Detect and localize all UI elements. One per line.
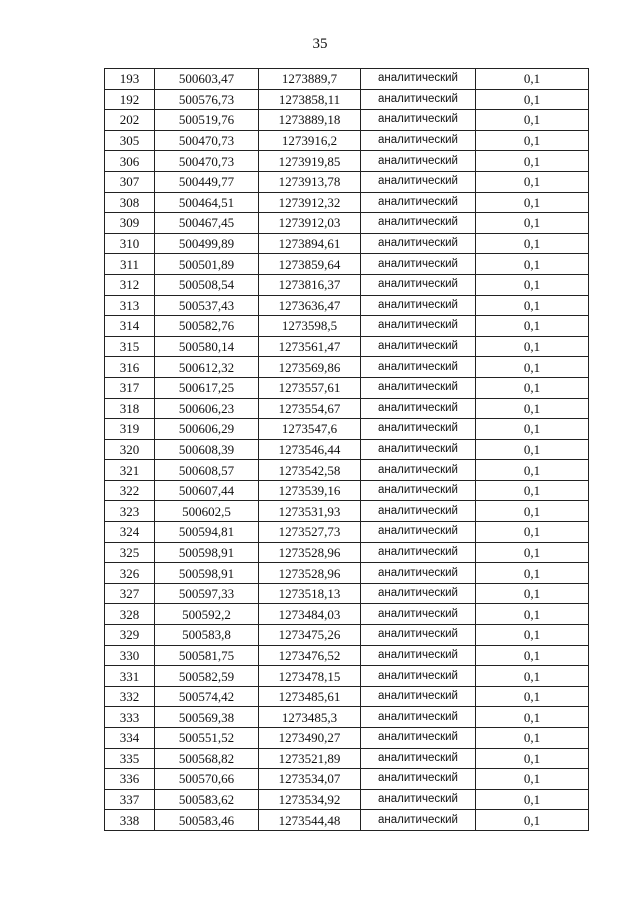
y-coordinate-cell: 1273889,7 <box>259 69 361 90</box>
y-coordinate-cell: 1273916,2 <box>259 130 361 151</box>
y-coordinate-cell: 1273557,61 <box>259 377 361 398</box>
accuracy-cell: 0,1 <box>476 419 589 440</box>
point-number-cell: 307 <box>105 171 155 192</box>
y-coordinate-cell: 1273858,11 <box>259 89 361 110</box>
method-cell: аналитический <box>361 213 476 234</box>
accuracy-cell: 0,1 <box>476 233 589 254</box>
method-cell: аналитический <box>361 707 476 728</box>
method-cell: аналитический <box>361 89 476 110</box>
method-cell: аналитический <box>361 233 476 254</box>
table-row <box>105 316 589 337</box>
point-number-cell: 313 <box>105 295 155 316</box>
table-row <box>105 625 589 646</box>
table-row <box>105 69 589 90</box>
y-coordinate-cell: 1273518,13 <box>259 583 361 604</box>
table-row <box>105 810 589 831</box>
table-row <box>105 728 589 749</box>
method-cell: аналитический <box>361 666 476 687</box>
method-cell: аналитический <box>361 625 476 646</box>
accuracy-cell: 0,1 <box>476 480 589 501</box>
point-number-cell: 326 <box>105 563 155 584</box>
point-number-cell: 312 <box>105 274 155 295</box>
x-coordinate-cell: 500608,39 <box>155 439 259 460</box>
method-cell: аналитический <box>361 728 476 749</box>
point-number-cell: 305 <box>105 130 155 151</box>
point-number-cell: 322 <box>105 480 155 501</box>
y-coordinate-cell: 1273485,3 <box>259 707 361 728</box>
point-number-cell: 308 <box>105 192 155 213</box>
method-cell: аналитический <box>361 789 476 810</box>
method-cell: аналитический <box>361 522 476 543</box>
accuracy-cell: 0,1 <box>476 295 589 316</box>
point-number-cell: 324 <box>105 522 155 543</box>
x-coordinate-cell: 500570,66 <box>155 769 259 790</box>
method-cell: аналитический <box>361 419 476 440</box>
point-number-cell: 202 <box>105 110 155 131</box>
table-row <box>105 563 589 584</box>
y-coordinate-cell: 1273561,47 <box>259 336 361 357</box>
method-cell: аналитический <box>361 316 476 337</box>
accuracy-cell: 0,1 <box>476 604 589 625</box>
table-row <box>105 480 589 501</box>
table-row <box>105 419 589 440</box>
y-coordinate-cell: 1273919,85 <box>259 151 361 172</box>
point-number-cell: 321 <box>105 460 155 481</box>
x-coordinate-cell: 500606,29 <box>155 419 259 440</box>
table-row <box>105 748 589 769</box>
accuracy-cell: 0,1 <box>476 110 589 131</box>
method-cell: аналитический <box>361 357 476 378</box>
accuracy-cell: 0,1 <box>476 769 589 790</box>
method-cell: аналитический <box>361 254 476 275</box>
x-coordinate-cell: 500470,73 <box>155 130 259 151</box>
x-coordinate-cell: 500594,81 <box>155 522 259 543</box>
point-number-cell: 314 <box>105 316 155 337</box>
y-coordinate-cell: 1273859,64 <box>259 254 361 275</box>
x-coordinate-cell: 500576,73 <box>155 89 259 110</box>
point-number-cell: 315 <box>105 336 155 357</box>
x-coordinate-cell: 500597,33 <box>155 583 259 604</box>
point-number-cell: 192 <box>105 89 155 110</box>
method-cell: аналитический <box>361 810 476 831</box>
point-number-cell: 332 <box>105 686 155 707</box>
coordinates-table <box>104 68 589 831</box>
point-number-cell: 335 <box>105 748 155 769</box>
method-cell: аналитический <box>361 769 476 790</box>
x-coordinate-cell: 500602,5 <box>155 501 259 522</box>
table-row <box>105 192 589 213</box>
point-number-cell: 338 <box>105 810 155 831</box>
method-cell: аналитический <box>361 69 476 90</box>
accuracy-cell: 0,1 <box>476 130 589 151</box>
method-cell: аналитический <box>361 480 476 501</box>
x-coordinate-cell: 500603,47 <box>155 69 259 90</box>
y-coordinate-cell: 1273490,27 <box>259 728 361 749</box>
method-cell: аналитический <box>361 645 476 666</box>
table-row <box>105 151 589 172</box>
accuracy-cell: 0,1 <box>476 336 589 357</box>
x-coordinate-cell: 500598,91 <box>155 542 259 563</box>
y-coordinate-cell: 1273894,61 <box>259 233 361 254</box>
accuracy-cell: 0,1 <box>476 357 589 378</box>
point-number-cell: 317 <box>105 377 155 398</box>
accuracy-cell: 0,1 <box>476 666 589 687</box>
y-coordinate-cell: 1273554,67 <box>259 398 361 419</box>
coordinates-table-body <box>105 69 589 831</box>
x-coordinate-cell: 500583,62 <box>155 789 259 810</box>
y-coordinate-cell: 1273484,03 <box>259 604 361 625</box>
point-number-cell: 325 <box>105 542 155 563</box>
accuracy-cell: 0,1 <box>476 316 589 337</box>
y-coordinate-cell: 1273913,78 <box>259 171 361 192</box>
x-coordinate-cell: 500467,45 <box>155 213 259 234</box>
point-number-cell: 323 <box>105 501 155 522</box>
x-coordinate-cell: 500501,89 <box>155 254 259 275</box>
table-row <box>105 130 589 151</box>
x-coordinate-cell: 500519,76 <box>155 110 259 131</box>
method-cell: аналитический <box>361 192 476 213</box>
table-row <box>105 583 589 604</box>
accuracy-cell: 0,1 <box>476 686 589 707</box>
table-row <box>105 254 589 275</box>
table-row <box>105 89 589 110</box>
point-number-cell: 337 <box>105 789 155 810</box>
x-coordinate-cell: 500581,75 <box>155 645 259 666</box>
accuracy-cell: 0,1 <box>476 501 589 522</box>
x-coordinate-cell: 500537,43 <box>155 295 259 316</box>
accuracy-cell: 0,1 <box>476 213 589 234</box>
y-coordinate-cell: 1273528,96 <box>259 542 361 563</box>
x-coordinate-cell: 500551,52 <box>155 728 259 749</box>
table-row <box>105 604 589 625</box>
table-row <box>105 110 589 131</box>
x-coordinate-cell: 500612,32 <box>155 357 259 378</box>
table-row <box>105 357 589 378</box>
accuracy-cell: 0,1 <box>476 707 589 728</box>
accuracy-cell: 0,1 <box>476 563 589 584</box>
point-number-cell: 328 <box>105 604 155 625</box>
point-number-cell: 318 <box>105 398 155 419</box>
accuracy-cell: 0,1 <box>476 89 589 110</box>
table-row <box>105 501 589 522</box>
x-coordinate-cell: 500574,42 <box>155 686 259 707</box>
table-row <box>105 336 589 357</box>
method-cell: аналитический <box>361 377 476 398</box>
table-row <box>105 377 589 398</box>
method-cell: аналитический <box>361 583 476 604</box>
table-row <box>105 274 589 295</box>
y-coordinate-cell: 1273636,47 <box>259 295 361 316</box>
y-coordinate-cell: 1273569,86 <box>259 357 361 378</box>
table-row <box>105 769 589 790</box>
accuracy-cell: 0,1 <box>476 645 589 666</box>
x-coordinate-cell: 500583,46 <box>155 810 259 831</box>
point-number-cell: 319 <box>105 419 155 440</box>
x-coordinate-cell: 500580,14 <box>155 336 259 357</box>
table-row <box>105 707 589 728</box>
point-number-cell: 331 <box>105 666 155 687</box>
x-coordinate-cell: 500582,76 <box>155 316 259 337</box>
y-coordinate-cell: 1273912,03 <box>259 213 361 234</box>
accuracy-cell: 0,1 <box>476 522 589 543</box>
table-row <box>105 171 589 192</box>
accuracy-cell: 0,1 <box>476 192 589 213</box>
method-cell: аналитический <box>361 398 476 419</box>
y-coordinate-cell: 1273547,6 <box>259 419 361 440</box>
y-coordinate-cell: 1273527,73 <box>259 522 361 543</box>
accuracy-cell: 0,1 <box>476 377 589 398</box>
x-coordinate-cell: 500464,51 <box>155 192 259 213</box>
point-number-cell: 330 <box>105 645 155 666</box>
table-row <box>105 233 589 254</box>
y-coordinate-cell: 1273534,07 <box>259 769 361 790</box>
accuracy-cell: 0,1 <box>476 728 589 749</box>
x-coordinate-cell: 500569,38 <box>155 707 259 728</box>
x-coordinate-cell: 500592,2 <box>155 604 259 625</box>
x-coordinate-cell: 500568,82 <box>155 748 259 769</box>
y-coordinate-cell: 1273912,32 <box>259 192 361 213</box>
y-coordinate-cell: 1273542,58 <box>259 460 361 481</box>
accuracy-cell: 0,1 <box>476 625 589 646</box>
accuracy-cell: 0,1 <box>476 398 589 419</box>
accuracy-cell: 0,1 <box>476 254 589 275</box>
y-coordinate-cell: 1273539,16 <box>259 480 361 501</box>
method-cell: аналитический <box>361 604 476 625</box>
table-row <box>105 666 589 687</box>
y-coordinate-cell: 1273816,37 <box>259 274 361 295</box>
method-cell: аналитический <box>361 151 476 172</box>
page-number: 35 <box>312 36 328 52</box>
x-coordinate-cell: 500499,89 <box>155 233 259 254</box>
point-number-cell: 329 <box>105 625 155 646</box>
point-number-cell: 316 <box>105 357 155 378</box>
y-coordinate-cell: 1273534,92 <box>259 789 361 810</box>
accuracy-cell: 0,1 <box>476 151 589 172</box>
table-row <box>105 645 589 666</box>
y-coordinate-cell: 1273521,89 <box>259 748 361 769</box>
point-number-cell: 320 <box>105 439 155 460</box>
y-coordinate-cell: 1273598,5 <box>259 316 361 337</box>
y-coordinate-cell: 1273546,44 <box>259 439 361 460</box>
point-number-cell: 327 <box>105 583 155 604</box>
table-row <box>105 686 589 707</box>
x-coordinate-cell: 500470,73 <box>155 151 259 172</box>
table-row <box>105 295 589 316</box>
x-coordinate-cell: 500608,57 <box>155 460 259 481</box>
table-row <box>105 542 589 563</box>
accuracy-cell: 0,1 <box>476 583 589 604</box>
method-cell: аналитический <box>361 130 476 151</box>
method-cell: аналитический <box>361 274 476 295</box>
method-cell: аналитический <box>361 295 476 316</box>
y-coordinate-cell: 1273531,93 <box>259 501 361 522</box>
method-cell: аналитический <box>361 460 476 481</box>
point-number-cell: 306 <box>105 151 155 172</box>
accuracy-cell: 0,1 <box>476 69 589 90</box>
table-row <box>105 398 589 419</box>
table-row <box>105 460 589 481</box>
y-coordinate-cell: 1273485,61 <box>259 686 361 707</box>
accuracy-cell: 0,1 <box>476 274 589 295</box>
y-coordinate-cell: 1273528,96 <box>259 563 361 584</box>
point-number-cell: 333 <box>105 707 155 728</box>
accuracy-cell: 0,1 <box>476 810 589 831</box>
point-number-cell: 336 <box>105 769 155 790</box>
y-coordinate-cell: 1273889,18 <box>259 110 361 131</box>
method-cell: аналитический <box>361 686 476 707</box>
table-row <box>105 213 589 234</box>
x-coordinate-cell: 500607,44 <box>155 480 259 501</box>
x-coordinate-cell: 500449,77 <box>155 171 259 192</box>
x-coordinate-cell: 500583,8 <box>155 625 259 646</box>
y-coordinate-cell: 1273476,52 <box>259 645 361 666</box>
accuracy-cell: 0,1 <box>476 171 589 192</box>
point-number-cell: 310 <box>105 233 155 254</box>
x-coordinate-cell: 500606,23 <box>155 398 259 419</box>
method-cell: аналитический <box>361 110 476 131</box>
table-row <box>105 439 589 460</box>
y-coordinate-cell: 1273478,15 <box>259 666 361 687</box>
y-coordinate-cell: 1273475,26 <box>259 625 361 646</box>
x-coordinate-cell: 500508,54 <box>155 274 259 295</box>
point-number-cell: 193 <box>105 69 155 90</box>
y-coordinate-cell: 1273544,48 <box>259 810 361 831</box>
method-cell: аналитический <box>361 501 476 522</box>
method-cell: аналитический <box>361 563 476 584</box>
x-coordinate-cell: 500617,25 <box>155 377 259 398</box>
method-cell: аналитический <box>361 336 476 357</box>
accuracy-cell: 0,1 <box>476 542 589 563</box>
point-number-cell: 334 <box>105 728 155 749</box>
table-row <box>105 522 589 543</box>
point-number-cell: 311 <box>105 254 155 275</box>
table-row <box>105 789 589 810</box>
x-coordinate-cell: 500582,59 <box>155 666 259 687</box>
point-number-cell: 309 <box>105 213 155 234</box>
x-coordinate-cell: 500598,91 <box>155 563 259 584</box>
accuracy-cell: 0,1 <box>476 439 589 460</box>
method-cell: аналитический <box>361 439 476 460</box>
accuracy-cell: 0,1 <box>476 460 589 481</box>
accuracy-cell: 0,1 <box>476 748 589 769</box>
accuracy-cell: 0,1 <box>476 789 589 810</box>
method-cell: аналитический <box>361 542 476 563</box>
method-cell: аналитический <box>361 748 476 769</box>
method-cell: аналитический <box>361 171 476 192</box>
